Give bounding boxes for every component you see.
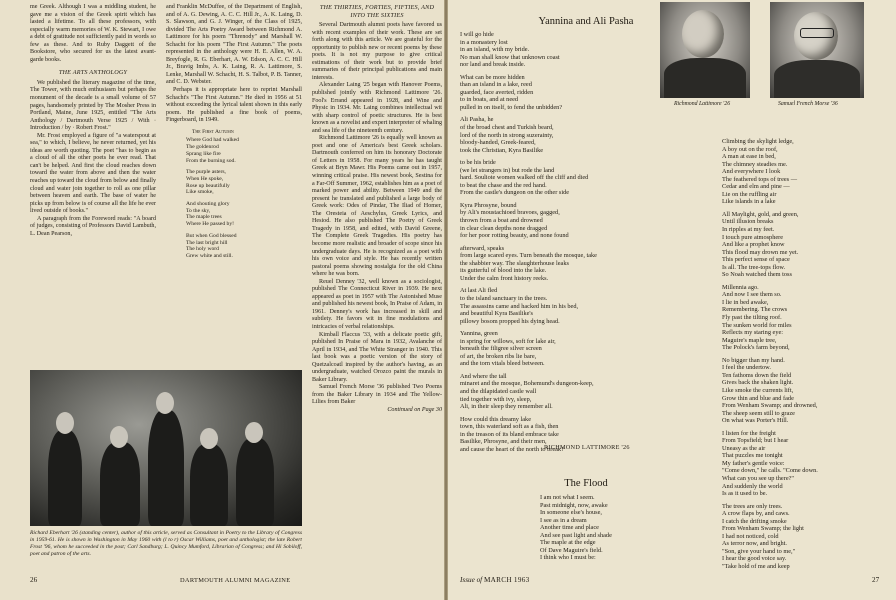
thirties-heading: THE THIRTIES, FORTIES, FIFTIES, AND INTO THE SIXTIES xyxy=(319,4,435,19)
group-photo xyxy=(30,370,302,526)
poem-line: to in boats, and at need xyxy=(460,96,519,104)
poem-line: As terror now, and bright. xyxy=(722,540,787,548)
poem-line: How could this dreamy lake xyxy=(460,415,531,423)
photo-figure-head xyxy=(200,428,218,449)
poem-line: Like islands in a lake xyxy=(722,198,776,206)
poem-line: to beat the chase and the red hand. xyxy=(460,181,547,189)
poem-line: thrown from a boat and drowned xyxy=(460,217,543,225)
poem-line: The purple asters, xyxy=(186,169,226,176)
poem-line: tied together with ivy, sleep, xyxy=(460,395,532,403)
poem-line: and cause the heart of the north to break? xyxy=(460,445,564,453)
photo-figure xyxy=(48,430,82,526)
poem-line: by Ali's moustachioed bravoes, gagged, xyxy=(460,209,560,217)
first-autumn-title: The First Autumn xyxy=(192,128,234,135)
poem-line: lord of the north in strong suzerainty, xyxy=(460,131,554,139)
poem-line: Grew white and still. xyxy=(186,253,233,259)
poem-line: in an island, with my bride. xyxy=(460,46,530,54)
poem-line: What can be more hidden xyxy=(460,73,525,81)
left-column-2 xyxy=(166,4,302,264)
poem-line: From Topsfield; but I hear xyxy=(722,437,789,445)
poem-line: Grow thin and blue and fade xyxy=(722,394,794,402)
flood-poem-part1 xyxy=(540,494,612,562)
poem-line: in clear clean depths none dragged xyxy=(460,224,548,232)
poem-line: to the island sanctuary in the trees. xyxy=(460,294,548,302)
poem-line: Like smoke, xyxy=(186,189,214,196)
poem-line: Rose up beautifully xyxy=(186,182,230,189)
poem-line: minaret and the mosque, Bohemund's dungeon-keep, xyxy=(460,380,594,388)
poem-line: from large scared eyes. Turn beneath the mosque, take xyxy=(460,252,597,260)
poem-line: When He spoke, xyxy=(186,175,224,182)
poem-line: At last Ali fled xyxy=(460,287,498,295)
poem-line: in a monastery lost xyxy=(460,38,508,46)
poem-line: Until illusion breaks xyxy=(722,218,774,226)
left-column-3 xyxy=(312,4,442,415)
poem-line: I had not noticed, cold xyxy=(722,532,779,540)
poem-line: and the dilapidated castle wall xyxy=(460,387,537,395)
flood-title: The Flood xyxy=(564,478,608,489)
photo-figure xyxy=(148,410,184,526)
poem-line: This flood may drown me yet. xyxy=(722,248,799,256)
poem-line: beneath the filigree silver screen xyxy=(460,345,542,353)
poem-line: Ali Pasha, he xyxy=(460,116,494,124)
poem-line: I feel the undertow. xyxy=(722,364,771,372)
poem-line: Past midnight, now, awake xyxy=(540,501,608,509)
poem-line: All Maylight, gold, and green, xyxy=(722,210,799,218)
magazine-name: DARTMOUTH ALUMNI MAGAZINE xyxy=(180,577,291,584)
poem-line: The goldenrod xyxy=(186,144,219,151)
yannina-author: RICHMOND LATTIMORE '26 xyxy=(544,444,630,451)
right-page xyxy=(448,0,896,600)
poem-line: From Wenham Swamp; and drowned, xyxy=(722,402,818,410)
issue-line xyxy=(460,576,530,584)
poem-line: From Wenham Swamp; the light xyxy=(722,525,804,533)
poem-line: The chimney steadies me. xyxy=(722,160,788,168)
poem-line: To the sky, xyxy=(186,207,211,214)
poem-line: bloody-handed, Greek-feared, xyxy=(460,139,536,147)
poem-line: The Polock's farm beyond, xyxy=(722,344,790,352)
portrait-morse xyxy=(770,2,864,98)
poem-line: And like a prophet know xyxy=(722,241,785,249)
poem-line: I catch the drifting smoke xyxy=(722,517,787,525)
poem-line: Climbing the skylight ledge, xyxy=(722,138,794,145)
poem-line: I listen for the freight xyxy=(722,429,776,437)
poem-line: The sunken world for miles xyxy=(722,321,792,329)
poem-line: I touch pure atmosphere xyxy=(722,233,784,241)
poem-line: Millennia ago. xyxy=(722,283,759,291)
photo-figure xyxy=(100,442,140,526)
poem-line: Gives back the shaken light. xyxy=(722,379,794,387)
col2-paragraph: Perhaps it is appropriate here to reprint Marshall Schacht's "The First Autumn." He died in 1956 at 51 without exceeding the lyrical talent shown in this early poem. He published a fine book of poems, Fingerboard, in 1949. xyxy=(166,87,302,124)
poem-line: The holy word xyxy=(186,246,219,253)
col2-paragraph: and Franklin McDuffee, of the Department of English, and of A. G. Dewing, A. C. C. Hill Jr., A. K. Laing, D. S. Slawson, and G. J. Winger, of the Class of 1925, divided The Arts Poetry Award between Richmond A. Lattimore for his poem "Threnody" and Marshall W. Schacht for his poem "The First Autumn." The poets represented in the anthology were H. E. Allen, W. A. Breyfogle, R. G. Eberhart, A. W. Edson, A. C. C. Hill Jr., Bravig Imbs, A. K. Laing, R. A. Lattimore, S. Lenke, Marshall W. Schacht, H. S. Talbot, P. B. Tanner, and C. D. Webster. xyxy=(166,4,302,86)
poem-line: Cedar and elm and pine — xyxy=(722,183,790,191)
poem-line: I will go hide xyxy=(460,31,494,38)
poem-line: What can you see up there?" xyxy=(722,474,794,482)
col1-paragraph: We published the literary magazine of the time, The Tower, with much enthusiasm but perhaps the monument of the decade is a small volume of 57 pages, handsomely printed by The Mosher Press in Portland, Maine, June 1925, entitled "The Arts Anthology / Dartmouth Verse 1925 / With · Introduction / by · Robert Frost." xyxy=(30,79,156,132)
poem-line: I lie in bed awake, xyxy=(722,298,769,306)
poem-line: Is all. The tree-tops flow. xyxy=(722,263,786,271)
poem-line: "Take hold of me and keep xyxy=(722,562,790,570)
poem-line: But when God blessed xyxy=(186,232,237,239)
poem-line: Maguire's maple tree, xyxy=(722,336,777,344)
poem-line: pulled in on itself, to fend the unbidden? xyxy=(460,103,563,111)
issue-prefix: Issue of xyxy=(460,576,483,584)
photo-figure-head xyxy=(110,426,128,448)
poem-line: My father's gentle voice: xyxy=(722,459,785,467)
yannina-title: Yannina and Ali Pasha xyxy=(538,16,634,27)
poem-line: The feathered tops of trees — xyxy=(722,175,798,183)
photo-figure-head xyxy=(156,392,174,414)
poem-line: Another time and place xyxy=(540,524,599,532)
poem-line: Under the calm front history reeks. xyxy=(460,274,549,282)
first-autumn-lines xyxy=(186,137,302,259)
poem-line: in spring for willows, soft for lake air, xyxy=(460,337,556,345)
poem-line: Where He passed by! xyxy=(186,221,234,228)
col1-paragraph: Mr. Frost employed a figure of "a waterspout at sea," to which, I believe, he never returned, yet his ideas are worth quoting. The poet "has to begin as a cloud of all the other poets he ever read. That can't be helped. And first the cloud reaches down toward the water from above and then the water reaches up toward the cloud from below and finally cloud and water join together to roll as one pillar between heaven and earth. The base of water he picks up from below is of course all the life he ever lived outside of books." xyxy=(30,132,156,215)
poem-line: And everywhere I look xyxy=(722,168,781,176)
yannina-poem xyxy=(460,31,597,453)
poem-line: No bigger than my hand. xyxy=(722,356,785,364)
poem-line: I hear the good voice say. xyxy=(722,555,787,563)
first-autumn-poem xyxy=(186,129,302,260)
poem-line: in the treason of its bland embrace take xyxy=(460,430,559,438)
poem-line: And where the tall xyxy=(460,372,507,380)
photo-figure xyxy=(190,444,228,526)
left-page xyxy=(0,0,444,600)
portrait-lattimore xyxy=(660,2,750,98)
poem-line: Uneasy as the air xyxy=(722,444,766,452)
poem-line: Remembering. The crows xyxy=(722,306,788,314)
left-folio: 26 xyxy=(30,576,38,584)
col3-paragraph: Kimball Flaccus '33, with a delicate poetic gift, published In Praise of Mara in 1932, Avalanche of April in 1934, and The White Stranger in 1940. This last book was a poetic version of the story of Quetzalcoatl inspired by the author's having, as an undergraduate, watched Orozco paint the murals in Baker Library. xyxy=(312,331,442,383)
poem-line: From the castle's dungeon on the other side xyxy=(460,189,570,197)
poem-line: From the burning sod. xyxy=(186,157,236,164)
poem-line: And suddenly the world xyxy=(722,482,783,490)
poem-line: Fly past the tilting roof. xyxy=(722,314,782,322)
right-folio: 27 xyxy=(872,576,880,584)
issue-date: MARCH 1963 xyxy=(483,576,530,584)
poem-line: and beautiful Kyra Basilike's xyxy=(460,310,534,318)
poem-line: for her poor rotting beauty, and none found xyxy=(460,232,569,240)
poem-line: (we let strangers in) but rode the land xyxy=(460,166,555,174)
poem-line: In ripples at my feet. xyxy=(722,226,775,234)
poem-line: Ten fathoms down the field xyxy=(722,371,792,379)
poem-line: nor land and break inside. xyxy=(460,61,526,69)
col3-paragraph: Richmond Lattimore '26 is equally well known as poet and one of America's best Greek scholars. Dartmouth conferred on him its honorary Doctorate of Letters in 1958. For many years he has taught Greek at Bryn Mawr. His Poems came out in 1957, winning critical praise. His newest book, Sestina for a Far-Off Summer, 1962, establishes him as a poet of marked power and ability. Between 1949 and the present he translated and published a large body of Greek work: Odes of Pindar, The Iliad of Homer, The Oresteia of Aeschylus, Greek Lyrics, and Hesiod. He also published The Poetry of Greek Tragedy in 1958, and edited, with David Greene, The Complete Greek Tragedies. His poetry has become more realistic and broader of scope since his undergraduate days. He is recognized as a poet with his own voice and style. He has recently written pastoral poems showing nostalgia for the old China where he was born. xyxy=(312,135,442,278)
poem-line: No man shall know that unknown coast xyxy=(460,53,560,61)
poem-line: The sheep seem still to graze xyxy=(722,409,795,417)
poem-line: guarded, face averted, ridden xyxy=(460,88,534,96)
poem-line: This perfect sense of space xyxy=(722,256,790,264)
continued-note: Continued on Page 30 xyxy=(387,406,442,413)
poem-line: Kyra Phrosyne, bound xyxy=(460,201,517,209)
photo-figure xyxy=(236,438,274,526)
col3-paragraph: Reuel Denney '32, well known as a sociologist, published The Connecticut River in 1939. He next appeared as poet in 1957 with The Astonished Muse and published his newest book, In Praise of Adam, in 1961. Denney's work has increased in skill and subtlety. He favors wit in fine modulations and intricacies of verbal relationships. xyxy=(312,278,442,330)
poem-line: Lie on the ruffling air xyxy=(722,190,777,198)
poem-line: "Son, give your hand to me," xyxy=(722,547,796,555)
poem-line: And shouting glory xyxy=(186,201,230,208)
poem-line: afterward, speaks xyxy=(460,244,505,252)
poem-line: took the Christian, Kyra Basilike xyxy=(460,146,544,154)
poem-line: That puzzles me tonight xyxy=(722,452,783,460)
poem-line: Like smoke the currents lift, xyxy=(722,386,794,394)
poem-line: its gutterful of blood into the lake. xyxy=(460,267,547,275)
poem-line: Where God had walked xyxy=(186,137,239,144)
poem-line: So Noah watched them toss xyxy=(722,271,792,279)
poem-line: of the broad chest and Turkish beard, xyxy=(460,124,554,132)
col1-top-text: me Greek. Although I was a middling student, he gave me a vision of the Greek spirit which has lasted a lifetime. To all these professors, with especially warm memories of W. K. Stewart, I owe a debt of gratitude not sufficiently paid in words so few as these. And to Ruby Daggett of the Bookstore, who secured for us the latest avant-garde books. xyxy=(30,4,156,63)
lattimore-caption: Richmond Lattimore '26 xyxy=(674,101,731,107)
poem-line: Sprang like fire xyxy=(186,150,221,157)
col3-paragraph: Samuel French Morse '36 published Two Poems from the Baker Library in 1934 and The Yellow-Lilies from Baker xyxy=(312,384,442,406)
poem-line: Yannina, green xyxy=(460,330,498,338)
poem-line: I think who I must be: xyxy=(540,554,596,562)
arts-anthology-heading: THE ARTS ANTHOLOGY xyxy=(58,69,128,77)
flood-poem-part2 xyxy=(722,138,818,571)
poem-line: to be his bride xyxy=(460,159,496,167)
poem-line: Is as it used to be. xyxy=(722,490,768,498)
poem-line: I see as in a dream xyxy=(540,516,587,524)
photo-figure-head xyxy=(56,412,74,434)
poem-line: The last bright hill xyxy=(186,239,228,246)
poem-line: The maple at the edge xyxy=(540,539,596,547)
poem-line: And now I see them so. xyxy=(722,291,782,299)
left-column-1 xyxy=(30,4,156,238)
poem-line: hard. Souliote women walked off the cliff and died xyxy=(460,174,589,182)
col1-paragraph: A paragraph from the Foreword reads: "A board of judges, consisting of Professors David Lambuth, L. Dean Pearson, xyxy=(30,215,156,237)
poem-line: The maple trees xyxy=(186,214,222,221)
poem-line: pillowy bosom propped his dying head. xyxy=(460,317,560,325)
photo-caption: Richard Eberhart '26 (standing center), author of this article, served as Consultant in Poetry to the Library of Congress in 1959-61. He is shown in Washington in May 1960 with (l to r) Oscar Williams, poet and anthologist; the late Robert Frost '96, whom he succeeded in the post; Carl Sandburg; L. Quincy Mumford, Librarian of Congress; and Hi Sobiloff, poet and patron of the arts. xyxy=(30,530,302,557)
col3-paragraph: Alexander Laing '25 began with Hanover Poems, published jointly with Richmond Lattimore '26. Fool's Errand appeared in 1928, and Wine and Physic in 1934. Mr. Laing combines intellectual wit with sharp control of poetic structures. He is best known as a novelist and expert interpreter of whaling and sea life of the nineteenth century. xyxy=(312,82,442,134)
poem-line: The trees are only trees. xyxy=(722,502,783,510)
poem-line: of art, the broken ribs lie bare, xyxy=(460,352,537,360)
photo-figure-head xyxy=(245,422,263,443)
poem-line: A man at ease in bed, xyxy=(722,153,776,161)
poem-line: A boy out on the roof, xyxy=(722,145,778,153)
poem-line: Reflects my staring eye: xyxy=(722,329,784,337)
poem-line: On what was Porter's Hill. xyxy=(722,417,789,425)
morse-caption: Samuel French Morse '36 xyxy=(778,101,838,107)
poem-line: And see past light and shade xyxy=(540,531,612,539)
poem-line: Ali, in their sleep they remember all. xyxy=(460,403,553,411)
col3-paragraph: Several Dartmouth alumni poets have favored us with recent examples of their work. These are set forth along with this article. We are grateful for the opportunity to publish new or recent poems by these poets. It is not my purpose to give critical estimations of their work but to provide brief summaries of their principal publications and main interests. xyxy=(312,22,442,81)
poem-line: "Come down," he calls. "Come down. xyxy=(722,467,818,475)
poem-line: the shabbier way. The slaughterhouse leaks xyxy=(460,259,569,267)
poem-line: I am not what I seem. xyxy=(540,494,595,501)
poem-line: Of Dave Maguire's field. xyxy=(540,546,603,554)
poem-line: and the torn vitals bleed between. xyxy=(460,360,545,368)
poem-line: A crow flaps by, and caws. xyxy=(722,510,790,518)
poem-line: town, this waterland soft as a fish, then xyxy=(460,423,559,431)
poem-line: The assassins came and hacked him in his bed, xyxy=(460,302,579,310)
poem-line: than an island in a lake, reed xyxy=(460,81,532,89)
poem-line: Basilike, Phrosyne, and their men, xyxy=(460,438,547,446)
poem-line: In someone else's house, xyxy=(540,509,602,517)
